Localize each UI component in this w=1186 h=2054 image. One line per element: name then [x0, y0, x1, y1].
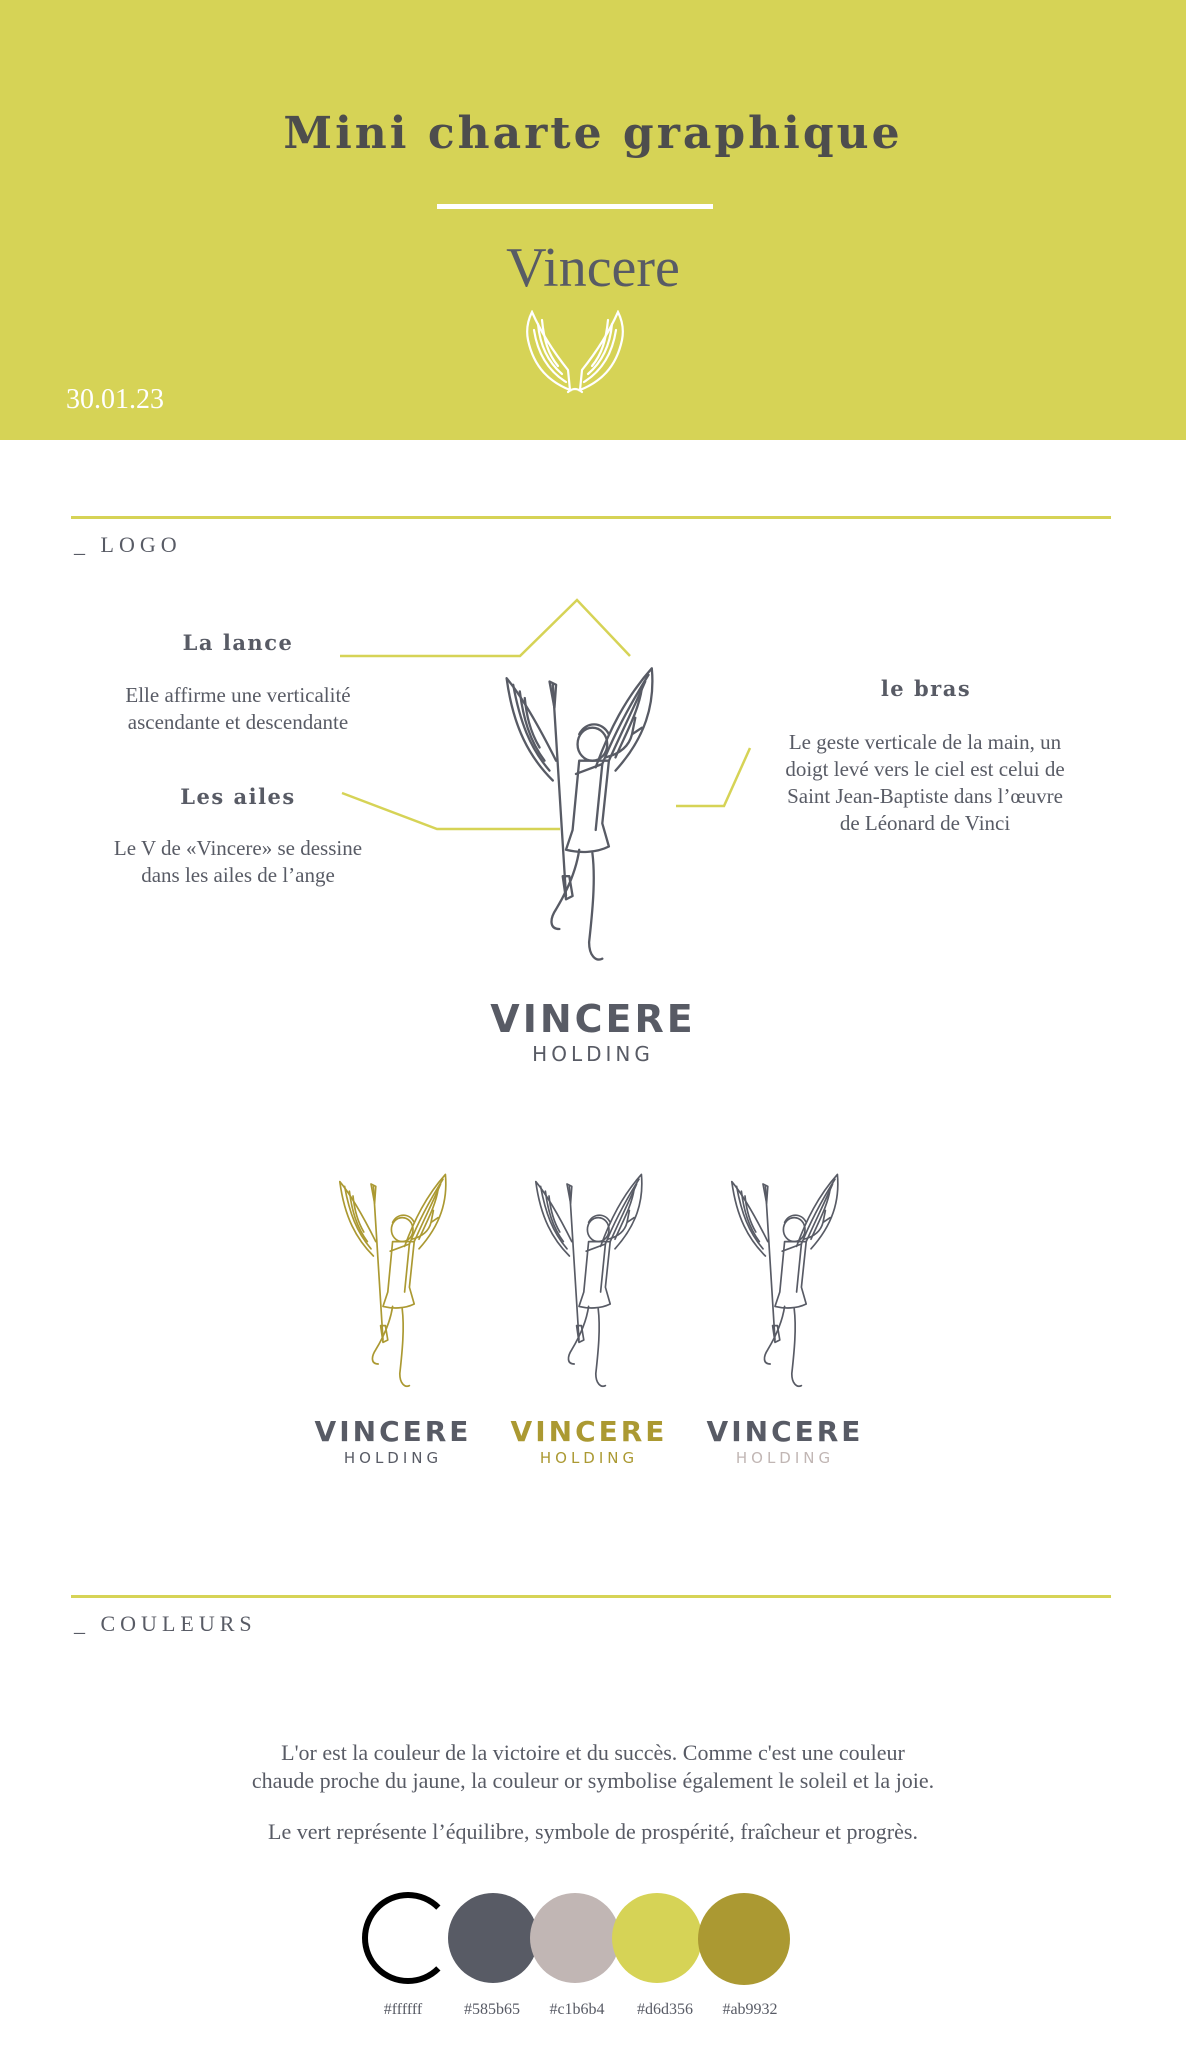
brand-name: Vincere [506, 237, 680, 299]
color-hex-1: #ffffff [383, 2001, 423, 2018]
variant-wordmark-sub: HOLDING [539, 1449, 639, 1467]
color-swatch-3 [530, 1893, 620, 1983]
color-swatch-4 [612, 1893, 702, 1983]
variant-wordmark-name: VINCERE [314, 1415, 472, 1448]
annotation-title-lance: La lance [182, 630, 294, 655]
page-title: Mini charte graphique [283, 108, 903, 159]
leader-line-lance [340, 600, 630, 656]
color-hex-5: #ab9932 [722, 2001, 778, 2018]
logo-wordmark-name: VINCERE [490, 997, 696, 1041]
logo-wordmark-sub: HOLDING [532, 1042, 654, 1066]
title-divider [437, 204, 713, 209]
angel-figure-variant-grey [531, 1172, 651, 1412]
annotation-title-ailes: Les ailes [180, 784, 296, 809]
color-hex-2: #585b65 [464, 2001, 520, 2018]
angel-figure-variant-gold [335, 1172, 455, 1412]
variant-wordmark-name: VINCERE [510, 1415, 668, 1448]
variant-wordmark-sub: HOLDING [735, 1449, 835, 1467]
annotation-text-ailes: Le V de «Vincere» se dessine dans les ailes de l’ange [113, 836, 363, 887]
color-swatch-1 [362, 1892, 454, 1984]
angel-figure-variant-rose [727, 1172, 847, 1412]
annotation-text-lance: Elle affirme une verticalité ascendante et descendante [125, 683, 351, 734]
variant-wordmark-1 [293, 1415, 493, 1467]
leader-line-bras [676, 748, 750, 806]
section-label-couleurs: _ COULEURS [74, 1611, 257, 1636]
annotation-title-bras: le bras [880, 676, 972, 701]
wings-icon [520, 310, 630, 395]
color-swatch-5 [698, 1893, 790, 1985]
section-divider [71, 1595, 1111, 1598]
variant-wordmark-sub: HOLDING [343, 1449, 443, 1467]
main-wordmark [443, 997, 743, 1066]
header-banner [0, 0, 1186, 440]
color-swatch-2 [448, 1893, 538, 1983]
colors-paragraph-2: Le vert représente l’équilibre, symbole de prospérité, fraîcheur et progrès. [268, 1819, 918, 1844]
section-divider [71, 516, 1111, 519]
section-label-logo: _ LOGO [74, 532, 182, 557]
variant-wordmark-name: VINCERE [706, 1415, 864, 1448]
variant-wordmark-2 [489, 1415, 689, 1467]
variant-wordmark-3 [685, 1415, 885, 1467]
date-label: 30.01.23 [66, 384, 164, 415]
color-hex-3: #c1b6b4 [549, 2001, 605, 2018]
angel-figure [500, 665, 665, 995]
annotation-text-bras: Le geste verticale de la main, un doigt levé vers le ciel est celui de Saint Jean-Baptiste dans l’œuvre de Léonard de Vinci [785, 730, 1065, 835]
color-hex-4: #d6d356 [637, 2001, 693, 2018]
colors-paragraph-1: L'or est la couleur de la victoire et du succès. Comme c'est une couleur chaude proche du jaune, la couleur or symbolise également le soleil et la joie. [251, 1740, 935, 1793]
